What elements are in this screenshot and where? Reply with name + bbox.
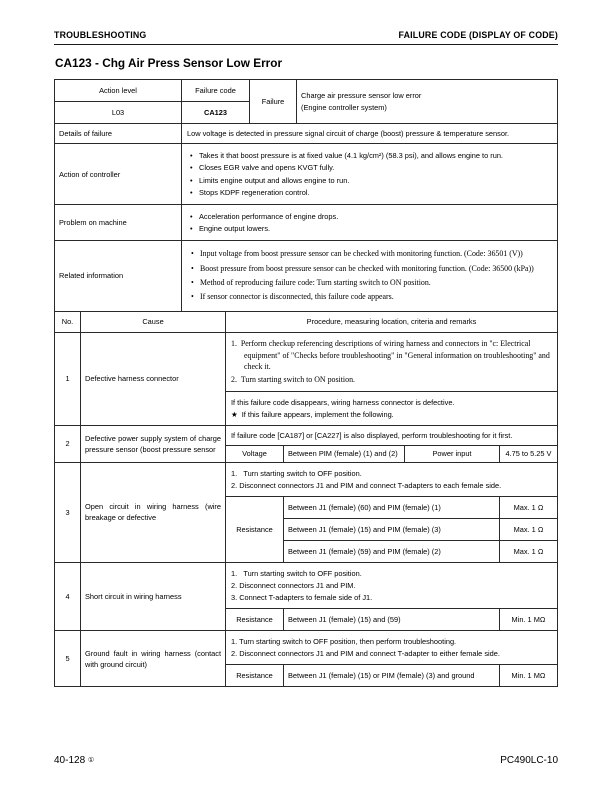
cause-no: 5 bbox=[55, 631, 81, 687]
list-item: • Method of reproducing failure code: Turn starting switch to ON position. bbox=[188, 277, 551, 289]
header-section-left: TROUBLESHOOTING bbox=[54, 30, 147, 40]
page-title: CA123 - Chg Air Press Sensor Low Error bbox=[55, 56, 283, 70]
problem-on-machine-list bbox=[182, 205, 558, 241]
measure-value: Max. 1 Ω bbox=[499, 496, 557, 518]
list-item: • Engine output lowers. bbox=[187, 223, 552, 234]
row bbox=[55, 311, 558, 332]
related-information-label: Related information bbox=[55, 240, 182, 311]
cause-text: Defective power supply system of charge pressure sensor (boost pressure sensor bbox=[81, 426, 226, 462]
related-information-list bbox=[182, 240, 558, 311]
failure-description bbox=[297, 80, 558, 124]
measure-value: Min. 1 MΩ bbox=[499, 609, 557, 631]
col-header-cause: Cause bbox=[81, 311, 226, 332]
cause-no: 1 bbox=[55, 332, 81, 426]
procedure-step: 3. Connect T-adapters to female side of J1. bbox=[231, 593, 373, 603]
procedure-step: 1. Perform checkup referencing descriptions of wiring harness and connectors in "c: Electrical equipment" of "Checks before troubleshooting" in "General information on troubleshooting" and check it. bbox=[231, 338, 550, 372]
cause-table bbox=[54, 311, 558, 688]
row bbox=[55, 332, 558, 391]
cause-text: Ground fault in wiring harness (contact with ground circuit) bbox=[81, 631, 226, 687]
page-number-text: 40-128 bbox=[54, 755, 86, 766]
cause-no: 3 bbox=[55, 462, 81, 562]
model-number: PC490LC-10 bbox=[500, 755, 558, 766]
list-item: • Takes it that boost pressure is at fixed value (4.1 kg/cm²) (58.3 psi), and allows engine to run. bbox=[187, 150, 552, 161]
procedure-intro: If failure code [CA187] or [CA227] is also displayed, perform troubleshooting for it first. bbox=[226, 426, 558, 446]
action-of-controller-list bbox=[182, 144, 558, 205]
procedure-steps bbox=[226, 631, 558, 665]
row bbox=[55, 426, 558, 446]
procedure-steps bbox=[226, 462, 558, 496]
measure-value: Max. 1 Ω bbox=[499, 518, 557, 540]
row bbox=[55, 124, 558, 144]
col-header-no: No. bbox=[55, 311, 81, 332]
list-item: • If sensor connector is disconnected, this failure code appears. bbox=[188, 291, 551, 303]
row bbox=[55, 240, 558, 311]
details-of-failure-text: Low voltage is detected in pressure signal circuit of charge (boost) pressure & temperature sensor. bbox=[182, 124, 558, 144]
cause-no: 4 bbox=[55, 562, 81, 630]
measure-between: Between J1 (female) (60) and PIM (female) (1) bbox=[284, 496, 500, 518]
measure-type: Voltage bbox=[226, 446, 284, 462]
procedure-step: 2. Disconnect connectors J1 and PIM. bbox=[231, 580, 356, 590]
page-content bbox=[54, 30, 558, 687]
list-item: • Input voltage from boost pressure sensor can be checked with monitoring function. (Code: 36501 (V)) bbox=[188, 248, 551, 260]
revision-mark: ① bbox=[87, 757, 95, 764]
cause-no: 2 bbox=[55, 426, 81, 462]
procedure-step: 1. Turn starting switch to OFF position. bbox=[231, 568, 362, 578]
procedure-step: 2. Disconnect connectors J1 and PIM and connect T-adapter to either female side. bbox=[231, 649, 500, 659]
procedure-steps bbox=[226, 562, 558, 608]
procedure-steps bbox=[226, 332, 558, 391]
procedure-note: ★ If this failure appears, implement the following. bbox=[231, 410, 394, 420]
action-of-controller-label: Action of controller bbox=[55, 144, 182, 205]
measure-value: 4.75 to 5.25 V bbox=[499, 446, 557, 462]
measure-value: Max. 1 Ω bbox=[499, 540, 557, 562]
measure-type: Resistance bbox=[226, 496, 284, 562]
measure-value: Min. 1 MΩ bbox=[499, 665, 557, 687]
procedure-notes bbox=[226, 392, 558, 426]
measure-between: Between PIM (female) (1) and (2) bbox=[284, 446, 405, 462]
page-header bbox=[54, 30, 558, 45]
list-item: • Limits engine output and allows engine to run. bbox=[187, 175, 552, 186]
procedure-step: 2. Turn starting switch to ON position. bbox=[231, 375, 355, 385]
failure-code-header: Failure code bbox=[182, 80, 250, 102]
measure-type: Resistance bbox=[226, 609, 284, 631]
action-level-value: L03 bbox=[55, 102, 182, 124]
measure-between: Between J1 (female) (15) and (59) bbox=[284, 609, 500, 631]
action-level-header: Action level bbox=[55, 80, 182, 102]
measure-between: Between J1 (female) (15) or PIM (female) (3) and ground bbox=[284, 665, 500, 687]
procedure-step: 2. Disconnect connectors J1 and PIM and connect T-adapters to each female side. bbox=[231, 480, 502, 490]
measure-between: Between J1 (female) (59) and PIM (female) (2) bbox=[284, 540, 500, 562]
measure-mode: Power input bbox=[404, 446, 499, 462]
cause-text: Short circuit in wiring harness bbox=[81, 562, 226, 630]
cause-text: Open circuit in wiring harness (wire breakage or defective bbox=[81, 462, 226, 562]
row bbox=[55, 80, 558, 102]
failure-code-value: CA123 bbox=[182, 102, 250, 124]
header-section-right: FAILURE CODE (DISPLAY OF CODE) bbox=[398, 30, 558, 40]
procedure-step: 1. Turn starting switch to OFF position, then perform troubleshooting. bbox=[231, 637, 457, 647]
col-header-procedure: Procedure, measuring location, criteria and remarks bbox=[226, 311, 558, 332]
failure-header: Failure bbox=[250, 80, 297, 124]
page-number bbox=[54, 755, 94, 766]
failure-info-table bbox=[54, 79, 558, 312]
details-of-failure-label: Details of failure bbox=[55, 124, 182, 144]
failure-description-line2: (Engine controller system) bbox=[301, 102, 387, 112]
list-item: • Acceleration performance of engine drops. bbox=[187, 211, 552, 222]
procedure-note: If this failure code disappears, wiring harness connector is defective. bbox=[231, 398, 455, 408]
list-item: • Boost pressure from boost pressure sensor can be checked with monitoring function. (Code: 36500 (kPa)) bbox=[188, 263, 551, 275]
row bbox=[55, 144, 558, 205]
measure-type: Resistance bbox=[226, 665, 284, 687]
row bbox=[55, 462, 558, 496]
procedure-step: 1. Turn starting switch to OFF position. bbox=[231, 468, 362, 478]
failure-description-line1: Charge air pressure sensor low error bbox=[301, 91, 422, 101]
page-footer bbox=[54, 755, 558, 766]
row bbox=[55, 205, 558, 241]
row bbox=[55, 631, 558, 665]
problem-on-machine-label: Problem on machine bbox=[55, 205, 182, 241]
row bbox=[55, 562, 558, 608]
cause-text: Defective harness connector bbox=[81, 332, 226, 426]
list-item: • Closes EGR valve and opens KVGT fully. bbox=[187, 162, 552, 173]
list-item: • Stops KDPF regeneration control. bbox=[187, 187, 552, 198]
measure-between: Between J1 (female) (15) and PIM (female) (3) bbox=[284, 518, 500, 540]
